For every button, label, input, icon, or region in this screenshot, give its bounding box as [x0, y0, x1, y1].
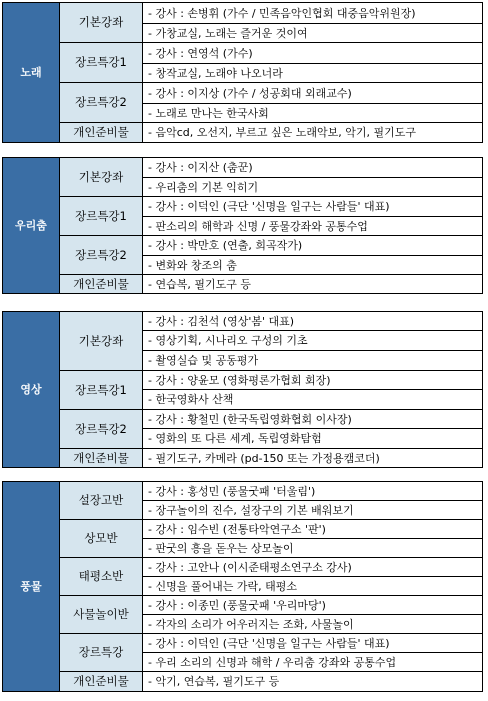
course-detail: - 음악cd, 오선지, 부르고 싶은 노래악보, 악기, 필기도구: [143, 123, 483, 143]
course-label: 상모반: [60, 520, 143, 558]
course-label: 기본강좌: [60, 3, 143, 43]
course-detail: - 변화와 창조의 춤: [143, 256, 483, 275]
course-detail: - 가창교실, 노래는 즐거운 것이여: [143, 24, 483, 43]
course-label: 장르특강2: [60, 83, 143, 123]
course-label: 기본강좌: [60, 312, 143, 371]
course-label: 태평소반: [60, 558, 143, 596]
course-label: 기본강좌: [60, 158, 143, 197]
course-detail: - 창작교실, 노래야 나오너라: [143, 64, 483, 83]
course-detail: - 강사 : 황철민 (한국독립영화협회 이사장): [143, 410, 483, 429]
course-detail: - 강사 : 박만호 (연출, 희곡작가): [143, 236, 483, 256]
course-label: 장르특강: [60, 634, 143, 672]
section-table-2: [2, 157, 483, 294]
course-label: 개인준비물: [60, 672, 143, 692]
course-detail: - 한국영화사 산책: [143, 390, 483, 410]
course-label: 개인준비물: [60, 123, 143, 143]
course-detail: - 강사 : 임수빈 (전통타악연구소 '판'): [143, 520, 483, 539]
course-detail: - 강사 : 김천석 (영상'봄' 대표): [143, 312, 483, 331]
course-detail: - 강사 : 고안나 (이시준태평소연구소 강사): [143, 558, 483, 577]
course-label: 개인준비물: [60, 449, 143, 468]
course-detail: - 영화의 또 다른 세계, 독립영화탐험: [143, 429, 483, 449]
category-label: 영상: [3, 312, 60, 468]
course-label: 개인준비물: [60, 275, 143, 294]
course-detail: - 강사 : 이지산 (춤꾼): [143, 158, 483, 178]
course-detail: - 판굿의 흥을 돋우는 상모놀이: [143, 539, 483, 558]
category-label: 우리춤: [3, 158, 60, 294]
course-detail: - 장구놀이의 진수, 설장구의 기본 배워보기: [143, 501, 483, 520]
course-detail: - 우리춤의 기본 익히기: [143, 178, 483, 197]
course-label: 장르특강2: [60, 410, 143, 449]
course-detail: - 악기, 연습복, 필기도구 등: [143, 672, 483, 692]
section-table-3: [2, 311, 483, 468]
course-label: 장르특강1: [60, 371, 143, 410]
course-detail: - 강사 : 손병휘 (가수 / 민족음악인협회 대중음악위원장): [143, 3, 483, 24]
course-label: 설장고반: [60, 482, 143, 520]
category-label: 노래: [3, 3, 60, 143]
course-detail: - 노래로 만나는 한국사회: [143, 104, 483, 123]
course-detail: - 연습복, 필기도구 등: [143, 275, 483, 294]
section-table-4: [2, 481, 483, 692]
course-detail: - 영상기획, 시나리오 구성의 기초: [143, 331, 483, 351]
course-detail: - 필기도구, 카메라 (pd-150 또는 가정용캠코더): [143, 449, 483, 468]
course-detail: - 강사 : 양윤모 (영화평론가협회 회장): [143, 371, 483, 390]
category-label: 풍물: [3, 482, 60, 692]
course-label: 장르특강1: [60, 197, 143, 236]
course-detail: - 각자의 소리가 어우러지는 조화, 사물놀이: [143, 615, 483, 634]
course-detail: - 강사 : 이종민 (풍물굿패 '우리마당'): [143, 596, 483, 615]
course-label: 장르특강2: [60, 236, 143, 275]
course-detail: - 강사 : 이지상 (가수 / 성공회대 외래교수): [143, 83, 483, 104]
course-detail: - 신명을 풀어내는 가락, 태평소: [143, 577, 483, 596]
course-detail: - 판소리의 해학과 신명 / 풍물강좌와 공통수업: [143, 217, 483, 236]
course-detail: - 강사 : 이덕인 (극단 '신명을 일구는 사람들' 대표): [143, 634, 483, 653]
course-detail: - 우리 소리의 신명과 해학 / 우리춤 강좌와 공통수업: [143, 653, 483, 672]
course-detail: - 강사 : 이덕인 (극단 '신명을 일구는 사람들' 대표): [143, 197, 483, 217]
section-table-1: [2, 2, 483, 143]
course-detail: - 촬영실습 및 공동평가: [143, 351, 483, 371]
course-label: 사물놀이반: [60, 596, 143, 634]
course-label: 장르특강1: [60, 43, 143, 83]
course-detail: - 강사 : 연영석 (가수): [143, 43, 483, 64]
course-detail: - 강사 : 홍성민 (풍물굿패 '터울림'): [143, 482, 483, 501]
